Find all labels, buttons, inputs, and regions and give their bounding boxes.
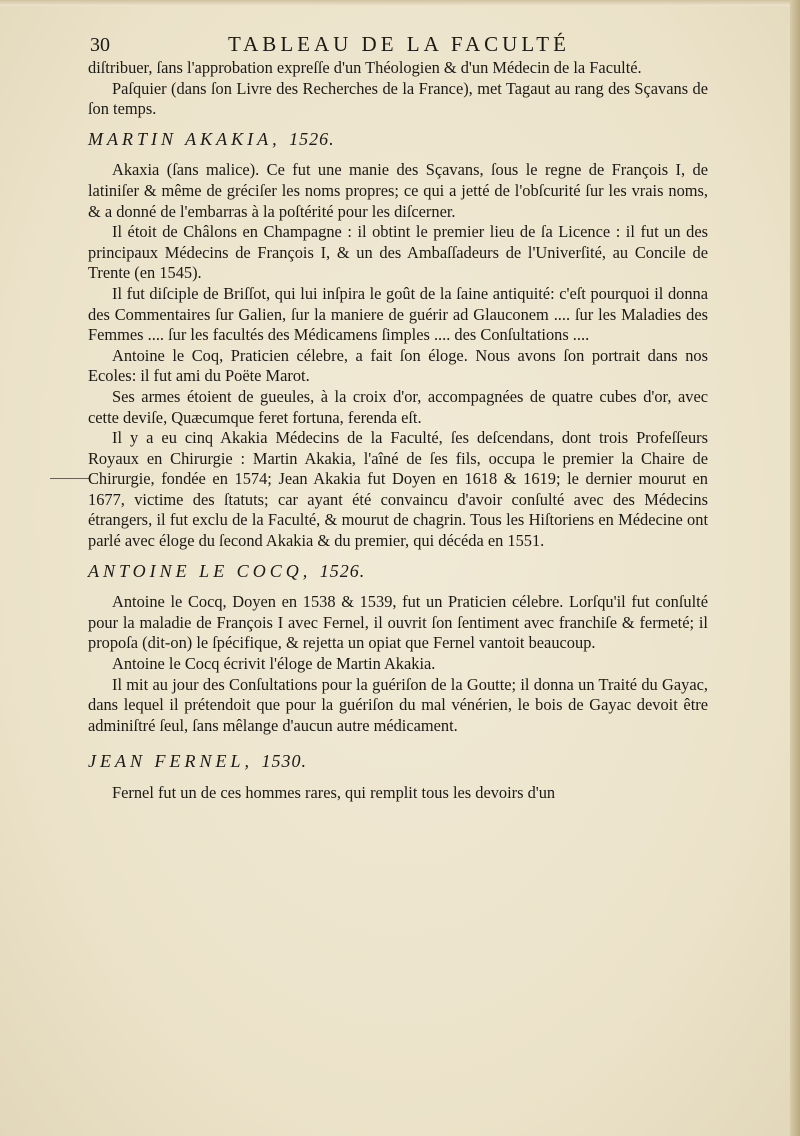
page-number: 30: [90, 34, 110, 56]
paragraph: Ses armes étoient de gueules, à la croix d'or, accompagnées de quatre cubes d'or, avec cette deviſe, Quæcumque feret fortuna, ferenda eſt.: [88, 386, 708, 427]
heading-name: MARTIN AKAKIA,: [88, 128, 281, 149]
margin-rule-mark: [50, 478, 90, 479]
paragraph: diſtribuer, ſans l'approbation expreſſe d'un Théologien & d'un Médecin de la Faculté.: [88, 58, 642, 77]
section-heading-akakia: [88, 129, 708, 150]
section-heading-cocq: [88, 561, 708, 582]
paragraph: Fernel fut un de ces hommes rares, qui remplit tous les devoirs d'un: [112, 783, 556, 802]
paragraph: Akaxia (ſans malice). Ce fut une manie des Sçavans, ſous le regne de François I, de latiniſer & même de gréciſer les noms propres; ce qui a jetté de l'obſcurité ſur les vrais noms, & a donné de l'embarras à la poſtérité pour les diſcerner.: [88, 160, 708, 221]
running-title: TABLEAU DE LA FACULTÉ: [228, 32, 570, 56]
heading-year: 1526.: [319, 560, 366, 581]
paragraph: Il fut diſciple de Briſſot, qui lui inſpira le goût de la ſaine antiquité: c'eſt pourquoi il donna des Commentaires ſur Galien, ſur la maniere de guérir ad Glauconem .... ſur les Maladies des Femmes .... ſur les facultés des Médicamens ſimples .... des Conſultations ....: [88, 283, 708, 345]
paragraph: Il étoit de Châlons en Champagne : il obtint le premier lieu de ſa Licence : il fut un des principaux Médecins de François I, & un des Ambaſſadeurs de l'Univerſité, au Concile de Trente (en 1545).: [88, 222, 708, 283]
section-heading-fernel: [88, 751, 708, 772]
page-header: [88, 30, 708, 60]
paragraph: Il y a eu cinq Akakia Médecins de la Faculté, ſes deſcendans, dont trois Profeſſeurs Royaux en Chirurgie : Martin Akakia, l'aîné de ſes fils, occupa le premier la Chaire de Chirurgie, fondée en 1574; Jean Akakia fut Doyen en 1618 & 1619; le dernier mourut en 1677, victime des ſtatuts; car ayant été convaincu d'avoir conſulté avec des Médecins étrangers, il fut exclu de la Faculté, & mourut de chagrin. Tous les Hiſtoriens en Médecine ont parlé avec éloge du ſecond Akakia & du premier, qui décéda en 1551.: [88, 428, 708, 551]
heading-year: 1526.: [289, 128, 335, 149]
body-text: [88, 58, 708, 804]
heading-name: JEAN FERNEL,: [88, 751, 253, 772]
paragraph: Il mit au jour des Conſultations pour la guériſon de la Goutte; il donna un Traité du Gayac, dans lequel il prétendoit que pour la guériſon du mal vénérien, le bois de Gayac devoit être adminiſtré ſeul, ſans mêlange d'aucun autre médicament.: [88, 674, 708, 735]
paragraph: Paſquier (dans ſon Livre des Recherches de la France), met Tagaut au rang des Sçavans de ſon temps.: [88, 78, 708, 119]
spacer: [88, 736, 708, 742]
page-spine-edge: [790, 0, 800, 1136]
page-top-edge: [0, 0, 800, 6]
paragraph: Antoine le Cocq écrivit l'éloge de Martin Akakia.: [112, 654, 436, 674]
paragraph: Antoine le Coq, Praticien célebre, a fait ſon éloge. Nous avons ſon portrait dans nos Ecoles: il fut ami du Poëte Marot.: [88, 345, 708, 386]
heading-year: 1530.: [261, 751, 307, 772]
paragraph: Antoine le Cocq, Doyen en 1538 & 1539, fut un Praticien célebre. Lorſqu'il fut conſulté pour la maladie de François I avec Fernel, il ouvrit ſon ſentiment avec franchiſe & fermeté; il propoſa (dit-on) le ſpécifique, & rejetta un opiat que Fernel vantoit beaucoup.: [88, 592, 708, 653]
heading-name: ANTOINE LE COCQ,: [88, 560, 312, 581]
